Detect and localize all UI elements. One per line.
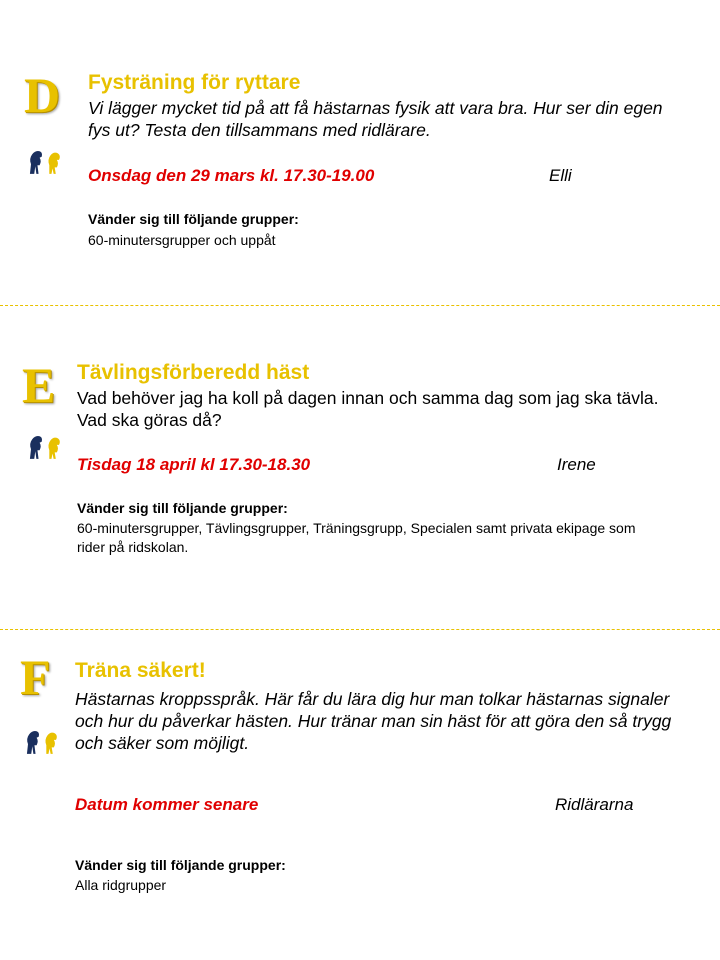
section-letter: E [22, 357, 56, 413]
section-description: Vad behöver jag ha koll på dagen innan och samma dag som jag ska tävla. Vad ska göras då? [77, 388, 659, 430]
section-letter: D [24, 67, 61, 123]
section-divider [0, 629, 720, 630]
section-title: Fysträning för ryttare [88, 71, 301, 94]
section-title: Tävlingsförberedd häst [77, 361, 310, 384]
section-description: Hästarnas kroppsspråk. Här får du lära dig hur man tolkar hästarnas signaler och hur du påverkar hästen. Hur tränar man sin häst för att göra den så trygg och säker som möjligt. [75, 689, 672, 753]
groups-text: 60-minutersgrupper och uppåt [88, 232, 276, 248]
section-date: Onsdag den 29 mars kl. 17.30-19.00 [88, 166, 375, 185]
groups-text: Alla ridgrupper [75, 877, 167, 893]
groups-heading: Vänder sig till följande grupper: [77, 500, 288, 516]
horse-icon [25, 433, 65, 461]
section-date: Tisdag 18 april kl 17.30-18.30 [77, 455, 311, 474]
groups-heading: Vänder sig till följande grupper: [75, 857, 286, 873]
section-letter: F [20, 649, 51, 705]
section-divider [0, 305, 720, 306]
groups-heading: Vänder sig till följande grupper: [88, 211, 299, 227]
section-date: Datum kommer senare [75, 795, 259, 814]
horse-icon [22, 728, 62, 756]
groups-text: 60-minutersgrupper, Tävlingsgrupper, Träningsgrupp, Specialen samt privata ekipage som rider på ridskolan. [77, 520, 636, 555]
section-leader: Irene [557, 455, 596, 474]
section-leader: Elli [549, 166, 572, 185]
section-description: Vi lägger mycket tid på att få hästarnas fysik att vara bra. Hur ser din egen fys ut? Testa den tillsammans med ridlärare. [88, 98, 663, 140]
horse-icon [25, 148, 65, 176]
section-leader: Ridlärarna [555, 795, 634, 814]
section-title: Träna säkert! [75, 659, 206, 682]
